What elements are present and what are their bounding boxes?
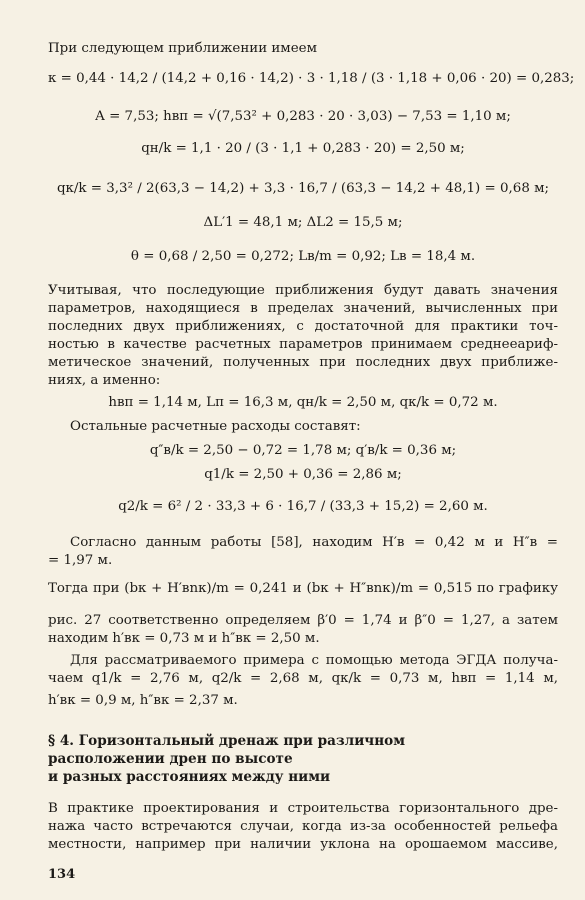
paragraph-line: рис. 27 соответственно определяем β′0 = 1,74 и β″0 = 1,27, а затем xyxy=(48,613,558,628)
equation-q1: q1/k = 2,50 + 0,36 = 2,86 м; xyxy=(204,467,402,482)
paragraph-line: Согласно данным работы [58], находим H′в = 0,42 м и H″в = xyxy=(70,535,558,550)
section-heading: § 4. Горизонтальный дренаж при различном xyxy=(48,733,406,749)
paragraph-line: Остальные расчетные расходы составят: xyxy=(70,419,361,434)
equation-kappa: κ = 0,44 · 14,2 / (14,2 + 0,16 · 14,2) · 3 · 1,18 / (3 · 1,18 + 0,06 · 20) = 0,283; xyxy=(48,71,575,86)
equation-qk-k: qк/k = 3,3² / 2(63,3 − 14,2) + 3,3 · 16,7 / (63,3 − 14,2 + 48,1) = 0,68 м; xyxy=(56,181,550,196)
paragraph-line: ниях, а именно: xyxy=(48,373,161,388)
equation-a-hvp: A = 7,53; hвп = √(7,53² + 0,283 · 20 · 3,03) − 7,53 = 1,10 м; xyxy=(95,109,511,124)
paragraph-line: последних двух приближениях, с достаточной для практики точ- xyxy=(48,319,558,334)
paragraph-line: метическое значений, полученных при последних двух приближе- xyxy=(48,355,558,370)
equation-results: hвп = 1,14 м, Lп = 16,3 м, qн/k = 2,50 м, qк/k = 0,72 м. xyxy=(108,395,498,410)
paragraph-line: находим h′вк = 0,73 м и h″вк = 2,50 м. xyxy=(48,631,320,646)
paragraph-line: Для рассматриваемого примера с помощью метода ЭГДА получа- xyxy=(70,653,558,668)
section-heading: расположении дрен по высоте xyxy=(48,751,293,767)
equation-theta: θ = 0,68 / 2,50 = 0,272; Lв/m = 0,92; Lв = 18,4 м. xyxy=(130,249,476,264)
paragraph-line: местности, например при наличии уклона на орошаемом массиве, xyxy=(48,837,558,852)
paragraph-line: чаем q1/k = 2,76 м, q2/k = 2,68 м, qк/k = 0,73 м, hвп = 1,14 м, xyxy=(48,671,558,686)
paragraph-line: В практике проектирования и строительства горизонтального дре- xyxy=(48,801,558,816)
section-heading: и разных расстояниях между ними xyxy=(48,769,331,785)
paragraph-line: Тогда при (bк + H′вnк)/m = 0,241 и (bк + H″вnк)/m = 0,515 по графику xyxy=(48,581,558,596)
equation-qv: q″в/k = 2,50 − 0,72 = 1,78 м; q′в/k = 0,36 м; xyxy=(149,443,457,458)
text-line: При следующем приближении имеем xyxy=(48,41,317,56)
equation-q2: q2/k = 6² / 2 · 33,3 + 6 · 16,7 / (33,3 + 15,2) = 2,60 м. xyxy=(118,499,488,514)
page-number: 134 xyxy=(48,867,76,882)
equation-delta-l: ΔL′1 = 48,1 м; ΔL2 = 15,5 м; xyxy=(203,215,403,230)
paragraph-line: h′вк = 0,9 м, h″вк = 2,37 м. xyxy=(48,693,238,708)
paragraph-line: параметров, находящиеся в пределах значений, вычисленных при xyxy=(48,301,558,316)
equation-qn-k: qн/k = 1,1 · 20 / (3 · 1,1 + 0,283 · 20) = 2,50 м; xyxy=(141,141,465,156)
paragraph-line: нажа часто встречаются случаи, когда из-за особенностей рельефа xyxy=(48,819,558,834)
paragraph-line: ностью в качестве расчетных параметров принимаем среднееариф- xyxy=(48,337,558,352)
paragraph-line: = 1,97 м. xyxy=(48,553,113,568)
paragraph-line: Учитывая, что последующие приближения будут давать значения xyxy=(48,283,558,298)
